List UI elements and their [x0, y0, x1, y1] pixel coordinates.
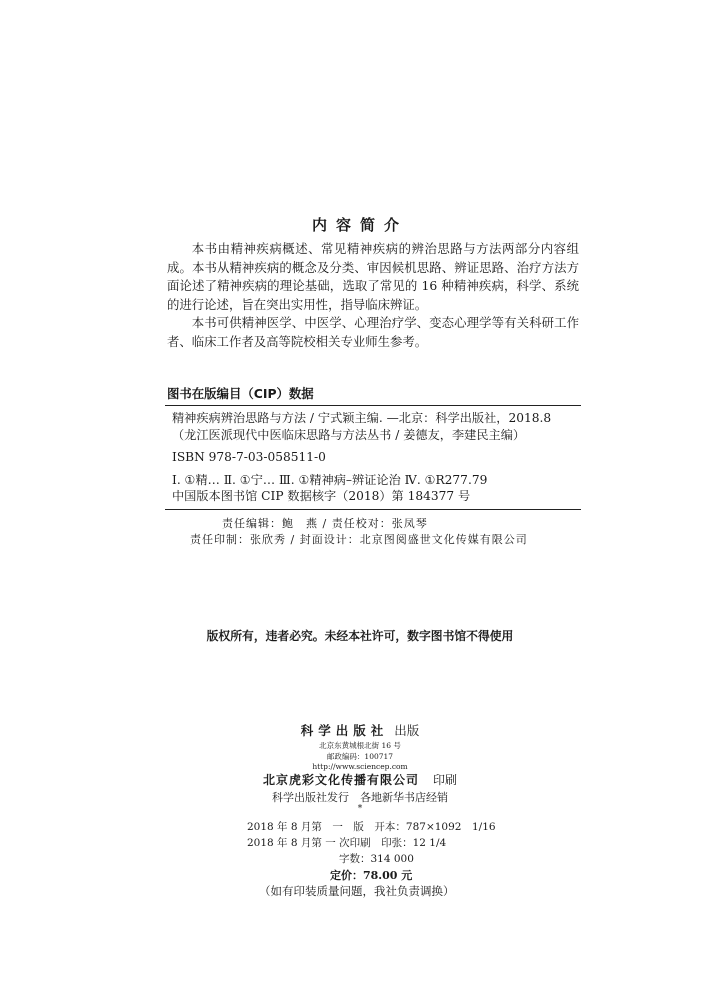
cip-isbn: ISBN 978-7-03-058511-0	[172, 450, 326, 464]
cip-top-rule	[165, 405, 581, 406]
publisher-postcode: 邮政编码：100717	[326, 752, 394, 761]
publisher-website: http://www.sciencep.com	[312, 762, 408, 771]
publish-verb: 出版	[394, 723, 420, 738]
production-credits: 责任印制：张欣秀 / 封面设计：北京图阅盛世文化传媒有限公司	[190, 533, 528, 546]
word-count: 字数：314 000	[339, 853, 414, 865]
printer-line	[0, 771, 720, 788]
publisher-line	[0, 721, 720, 739]
summary-paragraph-2: 本书可供精神医学、中医学、心理治疗学、变态心理学等有关科研工作者、临床工作者及高等院校相关专业师生参考。	[167, 315, 579, 349]
cip-bottom-rule	[165, 509, 581, 510]
separator-star: *	[357, 804, 363, 814]
copyright-notice: 版权所有，违者必究。未经本社许可，数字图书馆不得使用	[206, 629, 514, 643]
cip-header: 图书在版编目（CIP）数据	[167, 386, 314, 401]
print-verb: 印刷	[433, 773, 458, 787]
summary-body	[167, 240, 579, 351]
summary-paragraph-1: 本书由精神疾病概述、常见精神疾病的辨治思路与方法两部分内容组成。本书从精神疾病的概念及分类、审因候机思路、辨证思路、治疗方法方面论述了精神疾病的理论基础，选取了常见的 16 种精神疾病，科学、系统的进行论述，旨在突出实用性，指导临床辨证。	[167, 241, 579, 312]
distribution-line: 科学出版社发行 各地新华书店经销	[272, 791, 448, 804]
publisher-address: 北京东黄城根北街 16 号	[319, 741, 401, 750]
edition-line: 2018 年 8 月第 一 版 开本：787×1092 1/16	[247, 821, 496, 833]
cip-block	[172, 410, 576, 505]
cip-classification: Ⅰ. ①精… Ⅱ. ①宁… Ⅲ. ①精神病–辨证论治 Ⅳ. ①R277.79	[172, 472, 488, 487]
cip-title-line: 精神疾病辨治思路与方法 / 宁式颖主编. —北京：科学出版社，2018.8	[172, 411, 552, 425]
publisher-name: 科学出版社	[300, 723, 389, 738]
printer-name: 北京虎彩文化传播有限公司	[262, 773, 419, 787]
summary-title: 内容简介	[311, 216, 408, 234]
cip-record-number: 中国版本图书馆 CIP 数据核字（2018）第 184377 号	[172, 489, 471, 503]
printing-line: 2018 年 8 月第 一 次印刷 印张：12 1/4	[247, 837, 447, 849]
price: 定价：78.00 元	[330, 869, 413, 882]
editor-credits: 责任编辑：鲍 燕 / 责任校对：张凤琴	[222, 517, 428, 530]
cip-series-line: （龙江医派现代中医临床思路与方法丛书 / 姜德友，李建民主编）	[172, 427, 526, 442]
quality-notice: （如有印装质量问题，我社负责调换）	[259, 884, 455, 898]
